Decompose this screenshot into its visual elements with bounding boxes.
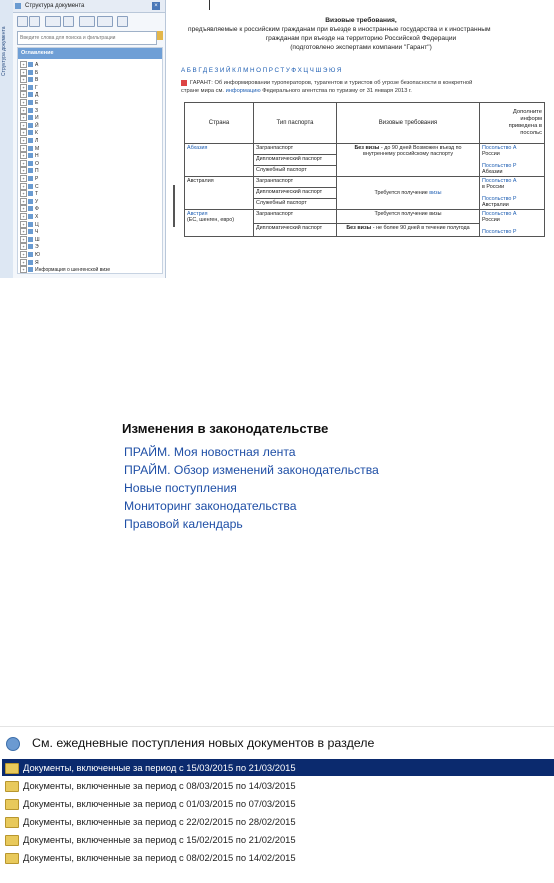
section-icon <box>28 260 33 265</box>
garant-note <box>181 79 554 95</box>
expand-icon[interactable]: + <box>20 266 27 273</box>
section-icon <box>28 115 33 120</box>
tree-item-label: Х <box>35 213 39 220</box>
folder-row[interactable]: Документы, включенные за период с 08/02/2015 по 14/02/2015 <box>2 849 554 866</box>
visa-table <box>184 102 545 237</box>
view-menu-icon[interactable] <box>45 16 61 27</box>
structure-panel-title: Структура документа <box>25 3 85 9</box>
table-header-info: Дополните информ приведена в посольс <box>480 103 545 144</box>
link-new-arrivals[interactable]: Новые поступления <box>124 481 237 495</box>
passport-cell: Дипломатический паспорт <box>254 188 337 199</box>
expand-icon[interactable]: + <box>20 114 27 121</box>
expand-icon[interactable]: + <box>20 152 27 159</box>
expand-icon[interactable]: + <box>20 84 27 91</box>
expand-icon[interactable]: + <box>20 129 27 136</box>
expand-icon[interactable]: + <box>20 107 27 114</box>
info-cell: Посольство А России Посольство Р <box>480 210 545 237</box>
link-legislation-review[interactable]: ПРАЙМ. Обзор изменений законодательства <box>124 463 379 477</box>
tree-item-label: П <box>35 168 39 175</box>
info-cell: Посольство А в России Посольство Р Австралии <box>480 177 545 210</box>
section-icon <box>28 244 33 249</box>
alphabet-index[interactable]: АБВГДЕЗИЙКЛМНОПРСТУФХЦЧШЭЮЯ <box>181 67 344 74</box>
passport-cell: Загранпаспорт <box>254 210 337 224</box>
link-monitoring[interactable]: Мониторинг законодательства <box>124 499 297 513</box>
filter-icon[interactable] <box>157 31 163 40</box>
expand-icon[interactable]: + <box>20 198 27 205</box>
tree-item[interactable] <box>20 69 38 76</box>
tree-item[interactable] <box>20 190 38 197</box>
folder-icon <box>5 799 19 810</box>
section-icon <box>28 252 33 257</box>
expand-icon[interactable]: + <box>20 251 27 258</box>
tree-item-label: Информация о шенгенской визе <box>35 267 111 274</box>
table-row <box>185 177 545 188</box>
section-icon <box>28 168 33 173</box>
folder-icon <box>5 763 19 774</box>
folder-icon <box>5 853 19 864</box>
garant-note-text-b: Федерального агентства по туризму от 31 января 2013 г. <box>262 88 412 94</box>
folder-row[interactable]: Документы, включенные за период с 01/03/2015 по 07/03/2015 <box>2 795 554 812</box>
section-icon <box>28 161 33 166</box>
tree-item[interactable] <box>20 251 40 258</box>
doc-title-line3: гражданам при въезде на территорию Российской Федерации <box>265 35 457 42</box>
section-icon <box>28 146 33 151</box>
section-icon <box>28 70 33 75</box>
section-icon <box>28 222 33 227</box>
tree-item-label: Д <box>35 92 39 99</box>
tree-item-label: М <box>35 145 40 152</box>
tree-item-label: Б <box>35 69 39 76</box>
expand-icon[interactable]: + <box>20 99 27 106</box>
embassy-link[interactable]: Посольство Р <box>482 196 517 202</box>
collapse-icon[interactable] <box>29 16 40 27</box>
embassy-link[interactable]: Посольство А <box>482 145 517 151</box>
link-legal-calendar[interactable]: Правовой календарь <box>124 517 243 531</box>
country-australia: Австралия <box>185 177 254 210</box>
tree-item[interactable] <box>20 160 39 167</box>
legislation-title: Изменения в законодательстве <box>122 421 329 436</box>
link-news-feed[interactable]: ПРАЙМ. Моя новостная лента <box>124 445 296 459</box>
table-header-passport: Тип паспорта <box>254 103 337 144</box>
tree-item[interactable] <box>20 152 39 159</box>
expand-icon[interactable]: + <box>20 175 27 182</box>
requirements-cell: Без визы - до 90 дней Возможен въезд по внутреннему российскому паспорту <box>337 144 480 177</box>
section-icon <box>28 100 33 105</box>
folder-row[interactable]: Документы, включенные за период с 15/03/2015 по 21/03/2015 <box>2 759 554 776</box>
garant-note-text-a: стране мира см. <box>181 88 224 94</box>
structure-tree <box>17 47 163 274</box>
expand-icon[interactable]: + <box>20 167 27 174</box>
requirements-cell: Требуется получение визы <box>337 177 480 210</box>
tree-item-label: С <box>35 183 39 190</box>
requirements-cell: Требуется получение визы <box>337 210 480 224</box>
daily-heading: См. ежедневные поступления новых документов в разделе <box>32 736 375 750</box>
expand-icon[interactable]: + <box>20 205 27 212</box>
tree-item-label: К <box>35 130 38 137</box>
tree-item[interactable] <box>20 236 40 243</box>
tree-item-label: Ю <box>35 251 41 258</box>
embassy-link[interactable]: Посольство А <box>482 178 517 184</box>
tree-item[interactable] <box>20 122 39 129</box>
tree-item-label: З <box>35 107 39 114</box>
side-tab-label: Структура документа <box>1 26 7 76</box>
tree-item[interactable] <box>20 129 38 136</box>
tree-item-label: Н <box>35 153 39 160</box>
expand-icon[interactable] <box>17 16 28 27</box>
tree-item[interactable] <box>20 84 38 91</box>
section-icon <box>28 138 33 143</box>
doc-title-line4: (подготовлено экспертами компании "Гарант") <box>290 44 432 51</box>
document-viewer <box>0 0 554 278</box>
close-icon[interactable]: × <box>152 2 160 10</box>
globe-icon <box>6 737 20 751</box>
tree-item[interactable] <box>20 221 39 228</box>
tree-item[interactable] <box>20 145 39 152</box>
tree-item-label: Ч <box>35 229 39 236</box>
tree-header-label: Оглавление <box>21 50 54 56</box>
passport-cell: Служебный паспорт <box>254 199 337 210</box>
tree-item[interactable] <box>20 243 39 250</box>
tree-header[interactable] <box>18 48 162 59</box>
structure-panel-header <box>13 0 165 13</box>
section-icon <box>28 153 33 158</box>
expand-icon[interactable]: + <box>20 243 27 250</box>
passport-cell: Загранпаспорт <box>254 144 337 155</box>
tree-item[interactable] <box>20 167 39 174</box>
doc-title-line2: предъявляемые к российским гражданам при въезде в иностранные государства и к иностранным <box>188 26 491 33</box>
tree-item[interactable] <box>20 198 38 205</box>
structure-filter-input[interactable] <box>17 31 157 45</box>
embassy-link[interactable]: Посольство Р <box>482 229 517 235</box>
expand-icon[interactable]: + <box>20 91 27 98</box>
tree-item[interactable] <box>20 107 38 114</box>
folder-icon <box>5 781 19 792</box>
text-cursor <box>209 0 210 10</box>
folder-icon <box>5 817 19 828</box>
expand-icon[interactable]: + <box>20 137 27 144</box>
table-header-row <box>185 103 545 144</box>
tree-item[interactable] <box>20 76 38 83</box>
tree-item[interactable] <box>20 114 39 121</box>
embassy-link[interactable]: Посольство А <box>482 211 517 217</box>
print-icon[interactable] <box>63 16 74 27</box>
tree-item[interactable] <box>20 183 39 190</box>
garant-note-prefix: ГАРАНТ: Об информировании туроператоров, турагентов и туристов об угрозе безопасности в конкретной <box>190 80 473 86</box>
tree-item-label: А <box>35 61 39 68</box>
passport-cell: Служебный паспорт <box>254 166 337 177</box>
expand-icon[interactable]: + <box>20 236 27 243</box>
tree-item[interactable] <box>20 175 38 182</box>
folder-row[interactable]: Документы, включенные за период с 08/03/2015 по 14/03/2015 <box>2 777 554 794</box>
expand-icon[interactable]: + <box>20 190 27 197</box>
expand-icon[interactable]: + <box>20 221 27 228</box>
table-row <box>185 144 545 155</box>
tree-item-label: Э <box>35 244 39 251</box>
tree-item[interactable] <box>20 259 39 266</box>
section-icon <box>28 229 33 234</box>
section-icon <box>28 130 33 135</box>
tree-item[interactable] <box>20 137 38 144</box>
tree-item[interactable] <box>20 205 39 212</box>
section-icon <box>28 92 33 97</box>
section-icon <box>28 267 33 272</box>
expand-icon[interactable]: + <box>20 122 27 129</box>
tree-item-label: Р <box>35 175 39 182</box>
expand-icon[interactable]: + <box>20 76 27 83</box>
country-austria: Австрия (ЕС, шенген, евро) <box>185 210 254 237</box>
tree-item-label: Я <box>35 259 39 266</box>
tree-item-label: Й <box>35 122 39 129</box>
document-content <box>168 0 554 278</box>
tree-item-label: Ц <box>35 221 39 228</box>
section-icon <box>28 184 33 189</box>
tree-item-label: Л <box>35 137 39 144</box>
section-icon <box>28 199 33 204</box>
expand-icon[interactable]: + <box>20 183 27 190</box>
garant-flag-icon <box>181 80 187 86</box>
tree-item[interactable] <box>20 213 38 220</box>
garant-note-link[interactable]: информацию <box>225 88 261 94</box>
expand-icon[interactable]: + <box>20 259 27 266</box>
doc-title-line1: Визовые требования, <box>325 17 397 24</box>
tree-item[interactable] <box>20 91 38 98</box>
visa-link[interactable]: визы <box>429 190 442 196</box>
expand-icon[interactable]: + <box>20 145 27 152</box>
tree-item-label: Ф <box>35 206 39 213</box>
section-icon <box>28 206 33 211</box>
folder-row[interactable]: Документы, включенные за период с 15/02/2015 по 21/02/2015 <box>2 831 554 848</box>
table-header-requirements: Визовые требования <box>337 103 480 144</box>
embassy-link[interactable]: Посольство Р <box>482 163 517 169</box>
bookmark-menu-icon[interactable] <box>97 16 113 27</box>
passport-cell: Дипломатический паспорт <box>254 155 337 166</box>
tree-item-label: В <box>35 77 39 84</box>
requirements-cell: Без визы - не более 90 дней в течение полугода <box>337 223 480 237</box>
table-row <box>185 210 545 224</box>
expand-icon[interactable]: + <box>20 213 27 220</box>
folder-row[interactable]: Документы, включенные за период с 22/02/2015 по 28/02/2015 <box>2 813 554 830</box>
structure-icon <box>15 3 21 9</box>
tree-item-label: О <box>35 160 39 167</box>
tree-item-label: У <box>35 198 39 205</box>
section-icon <box>28 108 33 113</box>
table-header-country: Страна <box>185 103 254 144</box>
section-icon <box>28 176 33 181</box>
tree-item-label: Г <box>35 84 38 91</box>
info-cell: Посольство А России Посольство Р Абхазии <box>480 144 545 177</box>
section-icon <box>28 62 33 67</box>
expand-icon[interactable]: + <box>20 228 27 235</box>
tree-item-label: И <box>35 115 39 122</box>
tree-item-label: Ш <box>35 236 40 243</box>
settings-icon[interactable] <box>117 16 128 27</box>
export-menu-icon[interactable] <box>79 16 95 27</box>
passport-cell: Загранпаспорт <box>254 177 337 188</box>
divider <box>0 726 554 727</box>
expand-icon[interactable]: + <box>20 160 27 167</box>
tree-item-label: Т <box>35 191 39 198</box>
tree-item[interactable] <box>20 99 38 106</box>
country-abkhazia[interactable]: Абхазия <box>185 144 254 177</box>
expand-icon[interactable]: + <box>20 61 27 68</box>
tree-item[interactable] <box>20 61 38 68</box>
section-icon <box>28 123 33 128</box>
section-icon <box>28 214 33 219</box>
section-icon <box>28 191 33 196</box>
section-icon <box>28 237 33 242</box>
tree-item-label: Е <box>35 99 39 106</box>
passport-cell: Дипломатический паспорт <box>254 223 337 237</box>
expand-icon[interactable]: + <box>20 69 27 76</box>
structure-panel <box>13 0 166 278</box>
tree-item[interactable] <box>20 228 38 235</box>
side-tab-structure[interactable] <box>0 0 14 278</box>
section-icon <box>28 85 33 90</box>
tree-item[interactable] <box>20 266 110 273</box>
section-icon <box>28 77 33 82</box>
folder-icon <box>5 835 19 846</box>
